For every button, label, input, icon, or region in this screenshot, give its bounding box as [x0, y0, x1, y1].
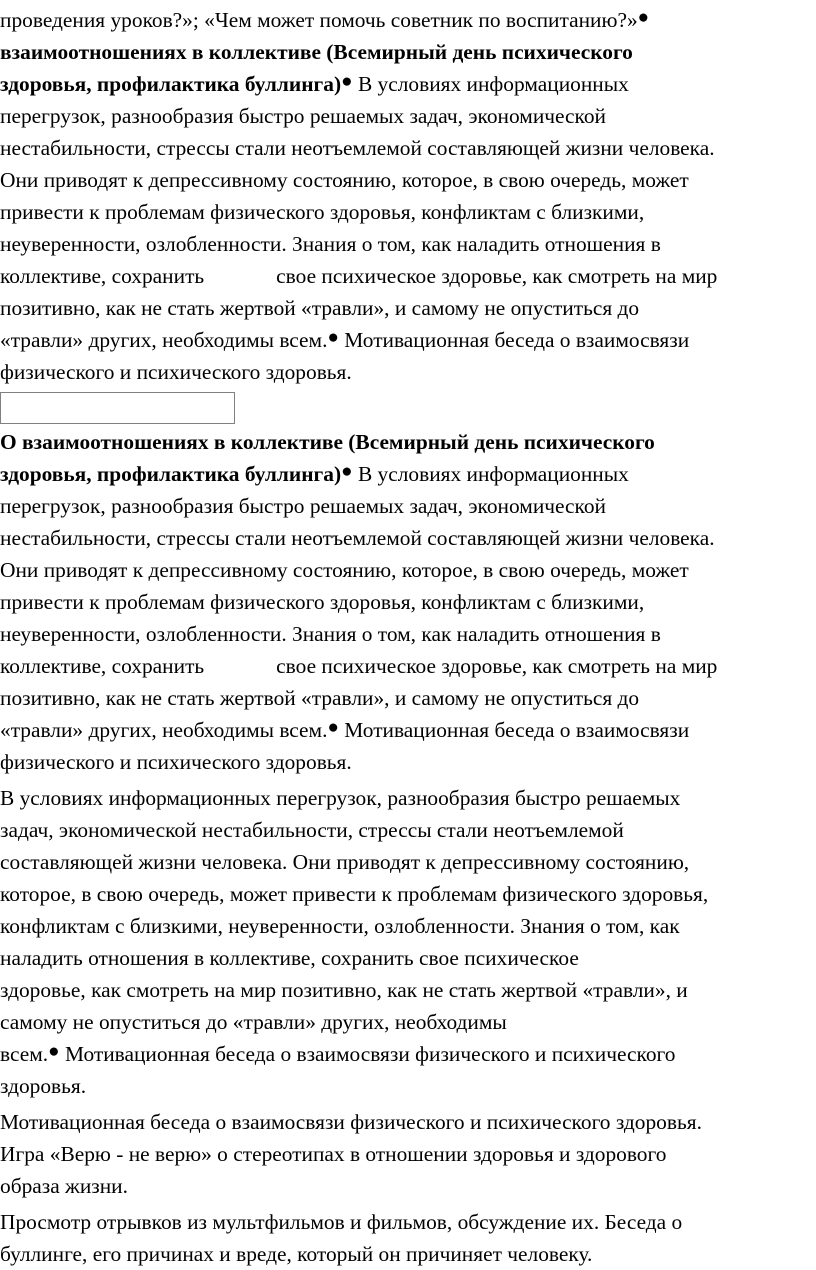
text-line	[0, 164, 689, 196]
text-line	[0, 68, 629, 102]
bullet-icon: ●	[341, 71, 353, 92]
text-line-bold	[0, 426, 655, 458]
text-line	[0, 554, 689, 586]
bold-heading: здоровья, профилактика буллинга)	[0, 72, 342, 96]
text-line	[0, 782, 680, 814]
text: проведения уроков?»; «Чем может помочь советник по воспитанию?»	[0, 8, 638, 32]
bullet-icon: ●	[48, 1041, 60, 1062]
text: Они приводят к депрессивному состоянию, которое, в свою очередь, может	[0, 558, 689, 582]
text-line	[0, 878, 708, 910]
text: Просмотр отрывков из мультфильмов и фильмов, обсуждение их. Беседа о	[0, 1210, 683, 1234]
text: физического и психического здоровья.	[0, 360, 352, 384]
text-line	[0, 490, 606, 522]
text: перегрузок, разнообразия быстро решаемых задач, экономической	[0, 104, 606, 128]
text: которое, в свою очередь, может привести к проблемам физического здоровья,	[0, 882, 709, 906]
text-line	[0, 4, 649, 38]
text-line	[0, 814, 624, 846]
text-line	[0, 522, 715, 554]
bullet-icon: ●	[637, 7, 650, 28]
text-line	[0, 356, 352, 388]
text: В условиях информационных перегрузок, разнообразия быстро решаемых	[0, 786, 681, 810]
text: В условиях информационных	[357, 462, 629, 486]
text-line	[0, 1006, 507, 1038]
text: В условиях информационных	[357, 72, 629, 96]
text: физического и психического здоровья.	[0, 750, 352, 774]
text-line	[0, 650, 717, 682]
text-line	[0, 1206, 682, 1238]
text: самому не опуститься до «травли» других, необходимы	[0, 1010, 507, 1034]
bold-heading: здоровья, профилактика буллинга)	[0, 462, 342, 486]
text: Мотивационная беседа о взаимосвязи физического и психического здоровья.	[0, 1110, 702, 1134]
text: Игра «Верю - не верю» о стереотипах в отношении здоровья и здорового	[0, 1142, 667, 1166]
text: Мотивационная беседа о взаимосвязи	[344, 328, 690, 352]
text: позитивно, как не стать жертвой «травли», и самому не опуститься до	[0, 686, 640, 710]
bullet-icon: ●	[327, 327, 339, 348]
text-line	[0, 1238, 592, 1270]
text: здоровье, как смотреть на мир позитивно, как не стать жертвой «травли», и	[0, 978, 688, 1002]
text: Мотивационная беседа о взаимосвязи	[344, 718, 690, 742]
text: коллективе, сохранить	[0, 654, 205, 678]
text-line-bold	[0, 36, 633, 68]
text-line	[0, 100, 606, 132]
text-line	[0, 260, 717, 292]
text: свое психическое здоровье, как смотреть на мир	[276, 264, 718, 288]
text-line	[0, 1138, 666, 1170]
text-line	[0, 618, 661, 650]
text: задач, экономической нестабильности, стрессы стали неотъемлемой	[0, 818, 624, 842]
text: составляющей жизни человека. Они приводят к депрессивному состоянию,	[0, 850, 690, 874]
text-line	[0, 586, 644, 618]
text-line	[0, 746, 352, 778]
text-line	[0, 458, 629, 492]
bullet-icon: ●	[327, 717, 339, 738]
bold-heading: О взаимоотношениях в коллективе (Всемирный день психического	[0, 430, 655, 454]
text: Мотивационная беседа о взаимосвязи физического и психического	[64, 1042, 676, 1066]
text: «травли» других, необходимы всем.	[0, 718, 328, 742]
text: буллинге, его причинах и вреде, который он причиняет человеку.	[0, 1242, 593, 1266]
text: наладить отношения в коллективе, сохранить свое психическое	[0, 946, 579, 970]
text: нестабильности, стрессы стали неотъемлемой составляющей жизни человека.	[0, 136, 715, 160]
text-line	[0, 196, 644, 228]
text-line	[0, 324, 689, 358]
text: свое психическое здоровье, как смотреть на мир	[276, 654, 718, 678]
text: образа жизни.	[0, 1174, 128, 1198]
text-line	[0, 292, 639, 324]
text: нестабильности, стрессы стали неотъемлемой составляющей жизни человека.	[0, 526, 715, 550]
bold-heading: взаимоотношениях в коллективе (Всемирный день психического	[0, 40, 633, 64]
text: коллективе, сохранить	[0, 264, 205, 288]
text-line	[0, 1038, 675, 1072]
text: Они приводят к депрессивному состоянию, которое, в свою очередь, может	[0, 168, 689, 192]
text: привести к проблемам физического здоровья, конфликтам с близкими,	[0, 200, 645, 224]
text: конфликтам с близкими, неуверенности, озлобленности. Знания о том, как	[0, 914, 680, 938]
text: привести к проблемам физического здоровья, конфликтам с близкими,	[0, 590, 645, 614]
text-line	[0, 1170, 128, 1202]
text-line	[0, 910, 680, 942]
text-line	[0, 942, 579, 974]
text-line	[0, 1106, 702, 1138]
text: неуверенности, озлобленности. Знания о том, как наладить отношения в	[0, 622, 661, 646]
text: «травли» других, необходимы всем.	[0, 328, 328, 352]
text-line	[0, 846, 689, 878]
empty-frame-box	[0, 392, 235, 424]
text: перегрузок, разнообразия быстро решаемых задач, экономической	[0, 494, 606, 518]
text: неуверенности, озлобленности. Знания о том, как наладить отношения в	[0, 232, 661, 256]
text: здоровья.	[0, 1074, 87, 1098]
text-line	[0, 974, 688, 1006]
text-line	[0, 132, 715, 164]
text: позитивно, как не стать жертвой «травли», и самому не опуститься до	[0, 296, 640, 320]
text-line	[0, 682, 639, 714]
text-line	[0, 1070, 86, 1102]
text-line	[0, 714, 689, 748]
text-line	[0, 228, 661, 260]
bullet-icon: ●	[341, 461, 353, 482]
text: всем.	[0, 1042, 49, 1066]
